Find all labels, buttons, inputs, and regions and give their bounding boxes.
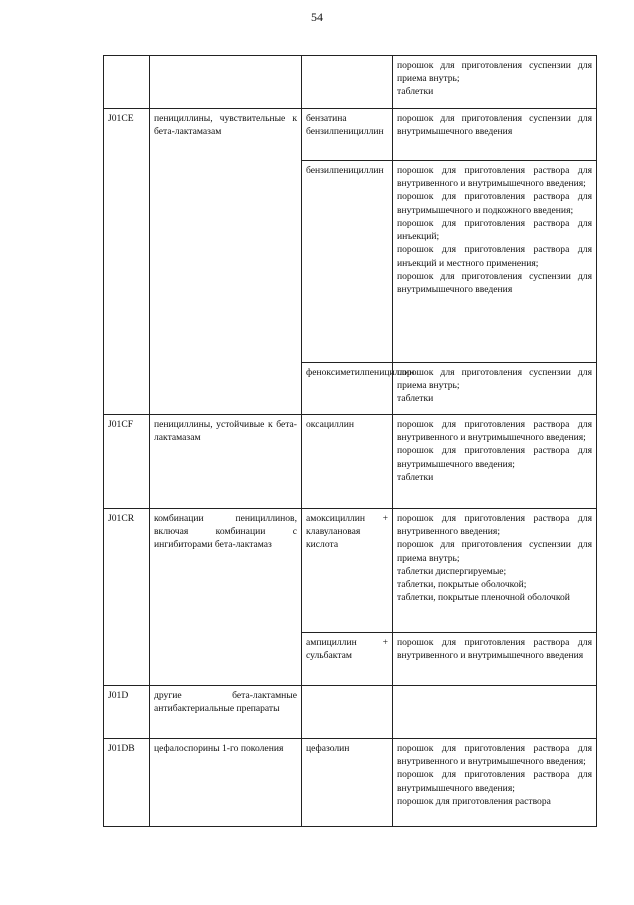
dosage-form: порошок для приготовления раствора для внутримышечного введения; bbox=[397, 769, 592, 794]
dosage-form: таблетки bbox=[397, 393, 434, 405]
dosage-form: таблетки диспергируемые; bbox=[397, 565, 507, 577]
dosage-form: порошок для приготовления раствора для внутривенного и внутримышечного введения; bbox=[397, 165, 592, 190]
group-cell bbox=[150, 56, 302, 109]
dosage-form: порошок для приготовления суспензии для внутримышечного введения bbox=[397, 270, 592, 296]
table-row bbox=[104, 415, 597, 509]
dosage-form: порошок для приготовления раствора для инъекций и местного применения; bbox=[397, 244, 592, 269]
dosage-form: порошок для приготовления раствора для внутримышечного и подкожного введения; bbox=[397, 191, 592, 216]
dosage-form: порошок для приготовления раствора bbox=[397, 795, 551, 807]
dosage-form-cell bbox=[393, 686, 597, 739]
dosage-form: порошок для приготовления суспензии для приема внутрь; bbox=[397, 367, 592, 392]
drug-cell bbox=[302, 56, 393, 109]
drug-cell: бензилпенициллин bbox=[302, 161, 393, 363]
dosage-form: порошок для приготовления суспензии для приема внутрь; bbox=[397, 60, 592, 85]
atc-code-cell: J01CR bbox=[104, 509, 150, 686]
table-row bbox=[104, 686, 597, 739]
dosage-form: таблетки, покрытые пленочной оболочкой bbox=[397, 592, 570, 604]
table-row bbox=[104, 56, 597, 109]
dosage-form-cell bbox=[393, 56, 597, 109]
drug-cell bbox=[302, 686, 393, 739]
dosage-form-cell bbox=[393, 509, 597, 633]
dosage-form-cell bbox=[393, 363, 597, 415]
dosage-form: порошок для приготовления раствора для инъекций; bbox=[397, 217, 592, 243]
atc-code-cell: J01CF bbox=[104, 415, 150, 509]
atc-code-cell: J01D bbox=[104, 686, 150, 739]
drug-cell: феноксиметилпенициллин bbox=[302, 363, 393, 415]
drug-cell: амоксициллин + клавулановая кислота bbox=[302, 509, 393, 633]
atc-code-cell: J01DB bbox=[104, 739, 150, 827]
drug-cell: оксациллин bbox=[302, 415, 393, 509]
dosage-form: порошок для приготовления раствора для внутримышечного введения; bbox=[397, 445, 592, 470]
dosage-form-cell bbox=[393, 415, 597, 509]
drug-table bbox=[103, 55, 597, 827]
table-row bbox=[104, 739, 597, 827]
atc-code-cell: J01CE bbox=[104, 109, 150, 415]
dosage-form: порошок для приготовления суспензии для приема внутрь; bbox=[397, 539, 592, 564]
dosage-form: таблетки, покрытые оболочкой; bbox=[397, 579, 527, 591]
dosage-form: порошок для приготовления раствора для внутривенного и внутримышечного введения; bbox=[397, 419, 592, 444]
drug-cell: бензатина бензилпенициллин bbox=[302, 109, 393, 161]
group-cell: пенициллины, устойчивые к бета-лактамазам bbox=[150, 415, 302, 509]
dosage-form-cell bbox=[393, 109, 597, 161]
table-row bbox=[104, 509, 597, 633]
dosage-form-cell bbox=[393, 633, 597, 686]
group-cell: цефалоспорины 1-го поколения bbox=[150, 739, 302, 827]
dosage-form: порошок для приготовления раствора для внутривенного и внутримышечного введения; bbox=[397, 743, 592, 768]
dosage-form: таблетки bbox=[397, 86, 434, 98]
drug-cell: ампициллин + сульбактам bbox=[302, 633, 393, 686]
dosage-form-cell bbox=[393, 739, 597, 827]
dosage-form: таблетки bbox=[397, 471, 434, 483]
group-cell: комбинации пенициллинов, включая комбинации с ингибиторами бета-лактамаз bbox=[150, 509, 302, 686]
dosage-form: порошок для приготовления суспензии для внутримышечного введения bbox=[397, 113, 592, 138]
table-row bbox=[104, 109, 597, 161]
drug-cell: цефазолин bbox=[302, 739, 393, 827]
group-cell: пенициллины, чувствительные к бета-лактамазам bbox=[150, 109, 302, 415]
dosage-form: порошок для приготовления раствора для внутривенного введения; bbox=[397, 513, 592, 538]
group-cell: другие бета-лактамные антибактериальные препараты bbox=[150, 686, 302, 739]
dosage-form-cell bbox=[393, 161, 597, 363]
page-number: 54 bbox=[311, 10, 323, 24]
dosage-form: порошок для приготовления раствора для внутривенного и внутримышечного введения bbox=[397, 637, 592, 662]
atc-code-cell bbox=[104, 56, 150, 109]
